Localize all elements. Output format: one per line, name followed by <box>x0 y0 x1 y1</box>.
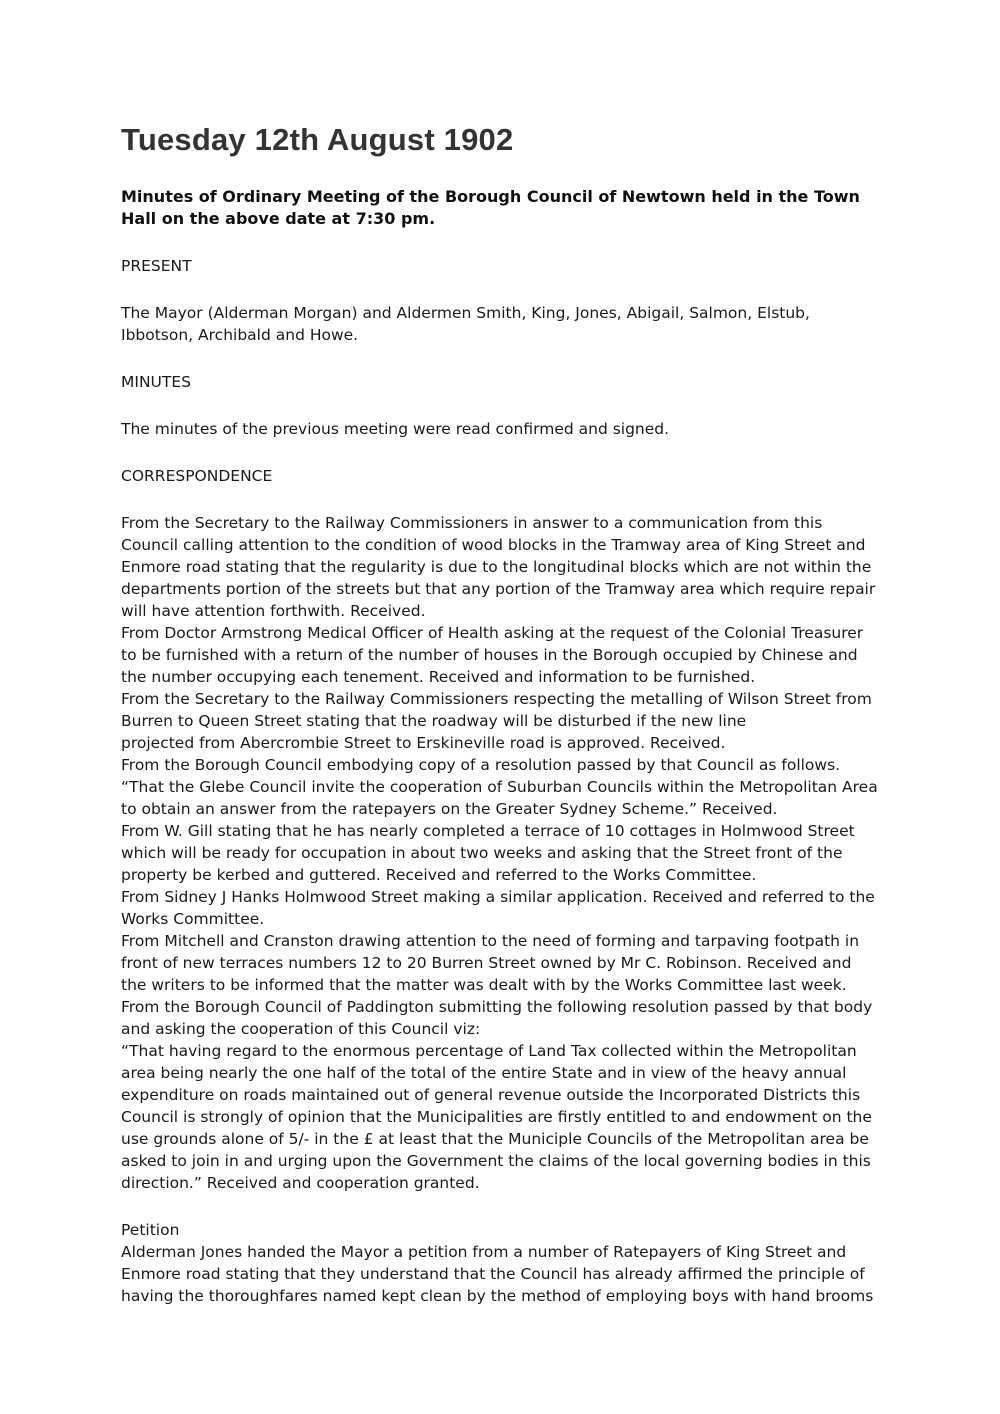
present-heading: PRESENT <box>121 257 192 275</box>
correspondence-item: From Doctor Armstrong Medical Officer of Health asking at the request of the Colonial Treasurer to be furnished with a return of the number of houses in the Borough occupied by Chinese and the number occupying each tenement. Received and information to be furnished. <box>121 624 864 686</box>
page-title: Tuesday 12th August 1902 <box>121 122 514 157</box>
correspondence-item: From the Borough Council of Paddington submitting the following resolution passed by that body and asking the cooperation of this Council viz: <box>121 998 873 1038</box>
correspondence-item: From the Secretary to the Railway Commissioners respecting the metalling of Wilson Street from Burren to Queen Street stating that the roadway will be disturbed if the new line <box>121 690 872 730</box>
present-text: The Mayor (Alderman Morgan) and Aldermen Smith, King, Jones, Abigail, Salmon, Elstub, Ibbotson, Archibald and Howe. <box>121 304 810 344</box>
correspondence-item: From the Borough Council embodying copy of a resolution passed by that Council as follows. <box>121 756 841 774</box>
correspondence-item: projected from Abercrombie Street to Erskineville road is approved. Received. <box>121 734 726 752</box>
minutes-heading: MINUTES <box>121 373 191 391</box>
correspondence-item: From Sidney J Hanks Holmwood Street making a similar application. Received and referred to the Works Committee. <box>121 888 875 928</box>
correspondence-item: From the Secretary to the Railway Commissioners in answer to a communication from this Council calling attention to the condition of wood blocks in the Tramway area of King Street and Enmore road stating that the regularity is due to the longitudinal blocks which are not within the departments portion of the streets but that any portion of the Tramway area which require repair will have attention forthwith. Received. <box>121 514 876 620</box>
correspondence-list <box>121 512 881 1194</box>
correspondence-item: “That having regard to the enormous percentage of Land Tax collected within the Metropolitan area being nearly the one half of the total of the entire State and in view of the heavy annual expenditure on roads maintained out of general revenue outside the Incorporated Districts this Council is strongly of opinion that the Municipalities are firstly entitled to and endowment on the use grounds alone of 5/- in the £ at least that the Municiple Councils of the Metropolitan area be asked to join in and urging upon the Government the claims of the local governing bodies in this direction.” Received and cooperation granted. <box>121 1042 872 1192</box>
correspondence-item: From Mitchell and Cranston drawing attention to the need of forming and tarpaving footpath in front of new terraces numbers 12 to 20 Burren Street owned by Mr C. Robinson. Received and the writers to be informed that the matter was dealt with by the Works Committee last week. <box>121 932 860 994</box>
meeting-subtitle: Minutes of Ordinary Meeting of the Borough Council of Newtown held in the Town Hall on the above date at 7:30 pm. <box>121 187 860 228</box>
minutes-text: The minutes of the previous meeting were read confirmed and signed. <box>121 420 670 438</box>
document-page <box>121 120 881 1307</box>
correspondence-heading: CORRESPONDENCE <box>121 467 273 485</box>
petition-text: Alderman Jones handed the Mayor a petition from a number of Ratepayers of King Street and Enmore road stating that they understand that the Council has already affirmed the principle of having the thoroughfares named kept clean by the method of employing boys with hand brooms <box>121 1243 874 1305</box>
correspondence-item: “That the Glebe Council invite the cooperation of Suburban Councils within the Metropolitan Area to obtain an answer from the ratepayers on the Greater Sydney Scheme.” Received. <box>121 778 878 818</box>
petition-heading: Petition <box>121 1221 180 1239</box>
correspondence-item: From W. Gill stating that he has nearly completed a terrace of 10 cottages in Holmwood Street which will be ready for occupation in about two weeks and asking that the Street front of the property be kerbed and guttered. Received and referred to the Works Committee. <box>121 822 855 884</box>
